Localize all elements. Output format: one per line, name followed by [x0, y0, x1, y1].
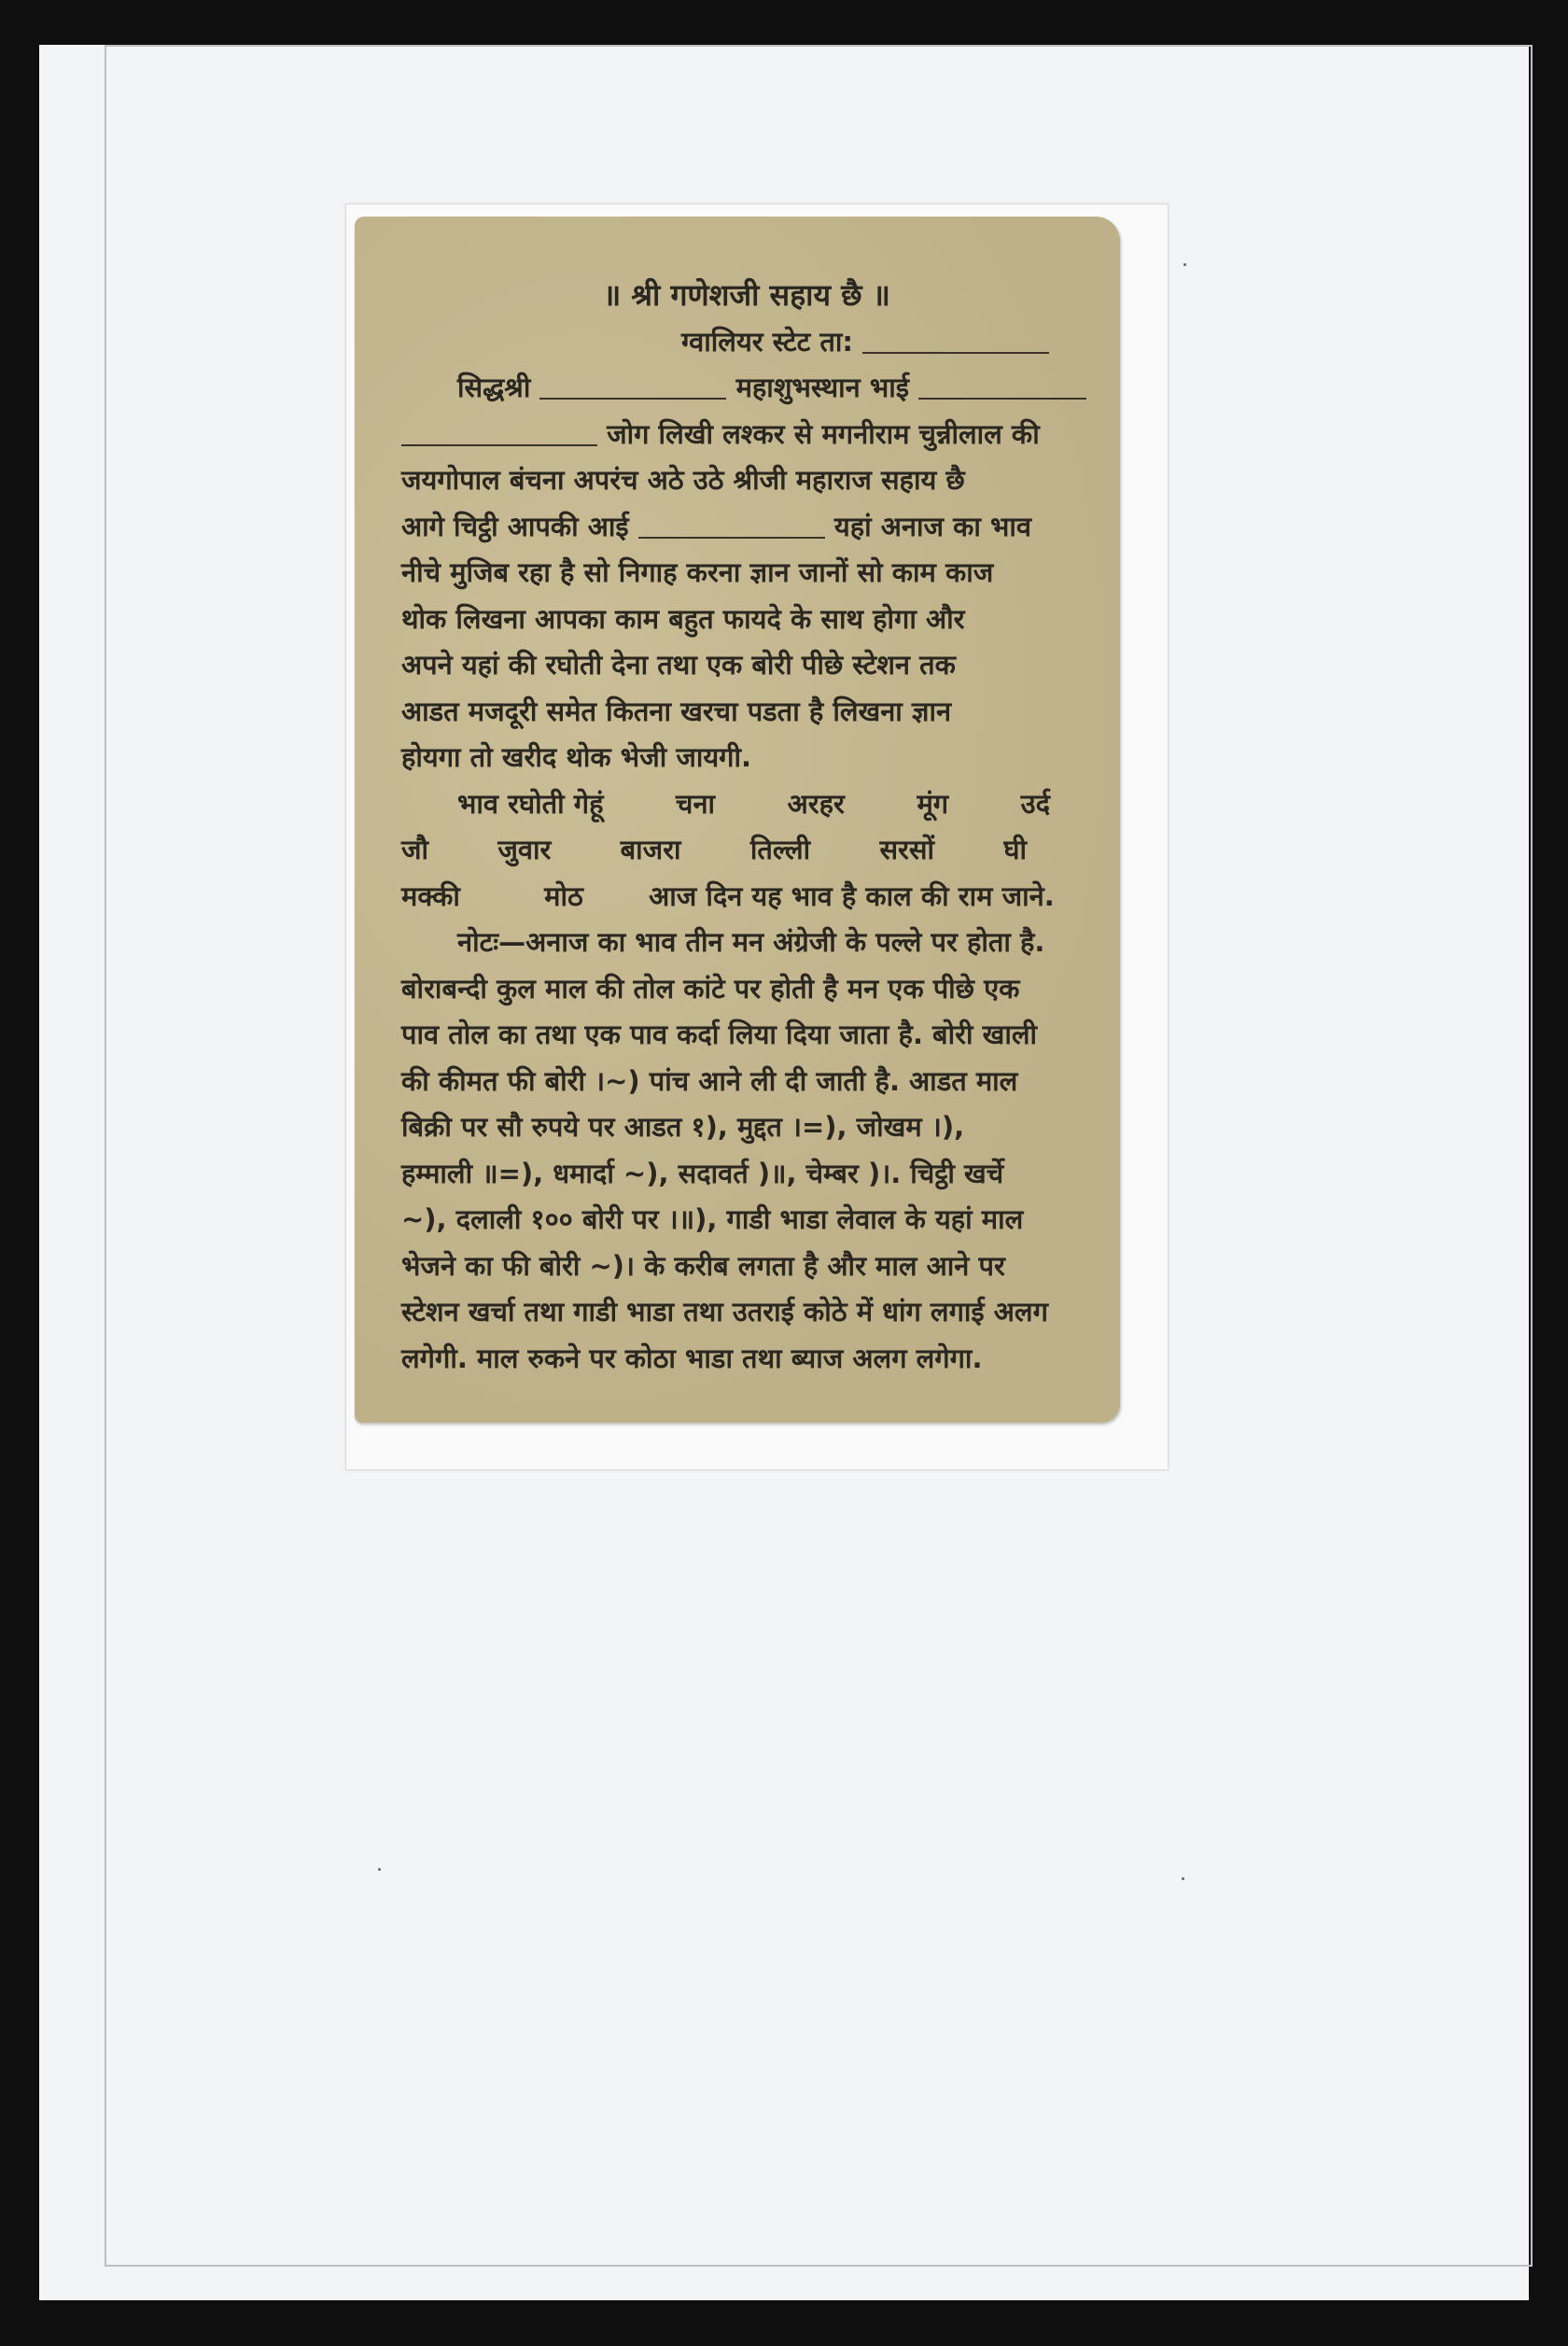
- rates-row: [401, 874, 1092, 920]
- card-heading: ॥ श्री गणेशजी सहाय छै ॥: [603, 277, 890, 313]
- letter-date-blank: [638, 518, 825, 539]
- card-text: [401, 273, 1092, 1382]
- date-blank: [862, 333, 1049, 354]
- body-line: आडत मजदूरी समेत कितना खरचा पडता है लिखना ज्ञान: [401, 695, 952, 727]
- corner-mark: [1183, 263, 1186, 266]
- rate-item: जौ: [401, 834, 429, 865]
- note-line: बोराबन्दी कुल माल की तोल कांटे पर होती है मन एक पीछे एक: [401, 972, 1020, 1004]
- rate-item: सरसों: [879, 834, 935, 865]
- corner-mark: [1182, 1877, 1184, 1880]
- rate-note: आज दिन यह भाव है काल की राम जाने.: [649, 879, 1055, 912]
- note-line: ~), दलाली १०० बोरी पर ।॥), गाडी भाडा लेवाल के यहां माल: [401, 1203, 1024, 1235]
- rate-item: मूंग: [917, 787, 949, 820]
- salutation-right: महाशुभस्थान भाई: [735, 372, 909, 403]
- rate-item: बाजरा: [620, 834, 681, 865]
- rate-item: तिल्ली: [749, 834, 811, 865]
- note-line: हम्माली ॥=), धमार्दा ~), सदावर्त )॥, चेम्बर )।. चिट्ठी खर्चे: [401, 1157, 1004, 1189]
- state-label: ग्वालियर स्टेट ता:: [681, 325, 853, 358]
- note-line: की कीमत फी बोरी ।~) पांच आने ली दी जाती है. आडत माल: [401, 1064, 1018, 1097]
- note-line: पाव तोल का तथा एक पाव कर्दा लिया दिया जाता है. बोरी खाली: [401, 1018, 1037, 1050]
- body-text: जोग लिखी लश्कर से मगनीराम चुन्नीलाल की: [607, 417, 1040, 450]
- rates-row: [401, 781, 1092, 828]
- body-line: होयगा तो खरीद थोक भेजी जायगी.: [401, 741, 752, 773]
- body-line: [401, 504, 1092, 551]
- corner-mark: [378, 1868, 381, 1871]
- body-line: जयगोपाल बंचना अपरंच अठे उठे श्रीजी महाराज सहाय छै: [401, 464, 965, 496]
- rates-row: [401, 827, 1092, 874]
- salutation-line: [401, 365, 1092, 412]
- rate-item: उर्द: [1020, 787, 1050, 820]
- place-blank: [918, 379, 1086, 400]
- rate-item: घी: [1003, 834, 1027, 865]
- note-line: स्टेशन खर्चा तथा गाडी भाडा तथा उतराई कोठे में धांग लगाई अलग: [401, 1296, 1048, 1328]
- printed-card: [355, 217, 1120, 1423]
- rate-item: मक्की: [401, 879, 460, 912]
- state-line: [401, 319, 1092, 366]
- rate-item: भाव रघोती गेहूं: [457, 787, 604, 820]
- body-text: आगे चिट्ठी आपकी आई: [401, 510, 629, 542]
- rate-item: अरहर: [787, 787, 845, 820]
- note-line: भेजने का फी बोरी ~)। के करीब लगता है और माल आने पर: [401, 1249, 1005, 1282]
- body-text: यहां अनाज का भाव: [833, 510, 1031, 542]
- body-line: थोक लिखना आपका काम बहुत फायदे के साथ होगा और: [401, 602, 965, 635]
- rate-item: चना: [676, 787, 716, 820]
- name-blank: [539, 379, 726, 400]
- rate-item: मोठ: [544, 879, 583, 912]
- salutation-left: सिद्धश्री: [457, 372, 531, 403]
- body-line: [401, 412, 1092, 458]
- rate-item: जुवार: [497, 834, 552, 865]
- note-line: बिक्री पर सौ रुपये पर आडत १), मुद्दत ।=), जोखम ।),: [401, 1111, 965, 1143]
- note-line: लगेगी. माल रुकने पर कोठा भाडा तथा ब्याज अलग लगेगा.: [401, 1342, 983, 1374]
- body-line: नीचे मुजिब रहा है सो निगाह करना ज्ञान जानों सो काम काज: [401, 556, 994, 588]
- body-line: अपने यहां की रघोती देना तथा एक बोरी पीछे स्टेशन तक: [401, 649, 956, 681]
- recipient-blank: [401, 426, 597, 446]
- note-line: नोटः—अनाज का भाव तीन मन अंग्रेजी के पल्ले पर होता है.: [457, 926, 1045, 958]
